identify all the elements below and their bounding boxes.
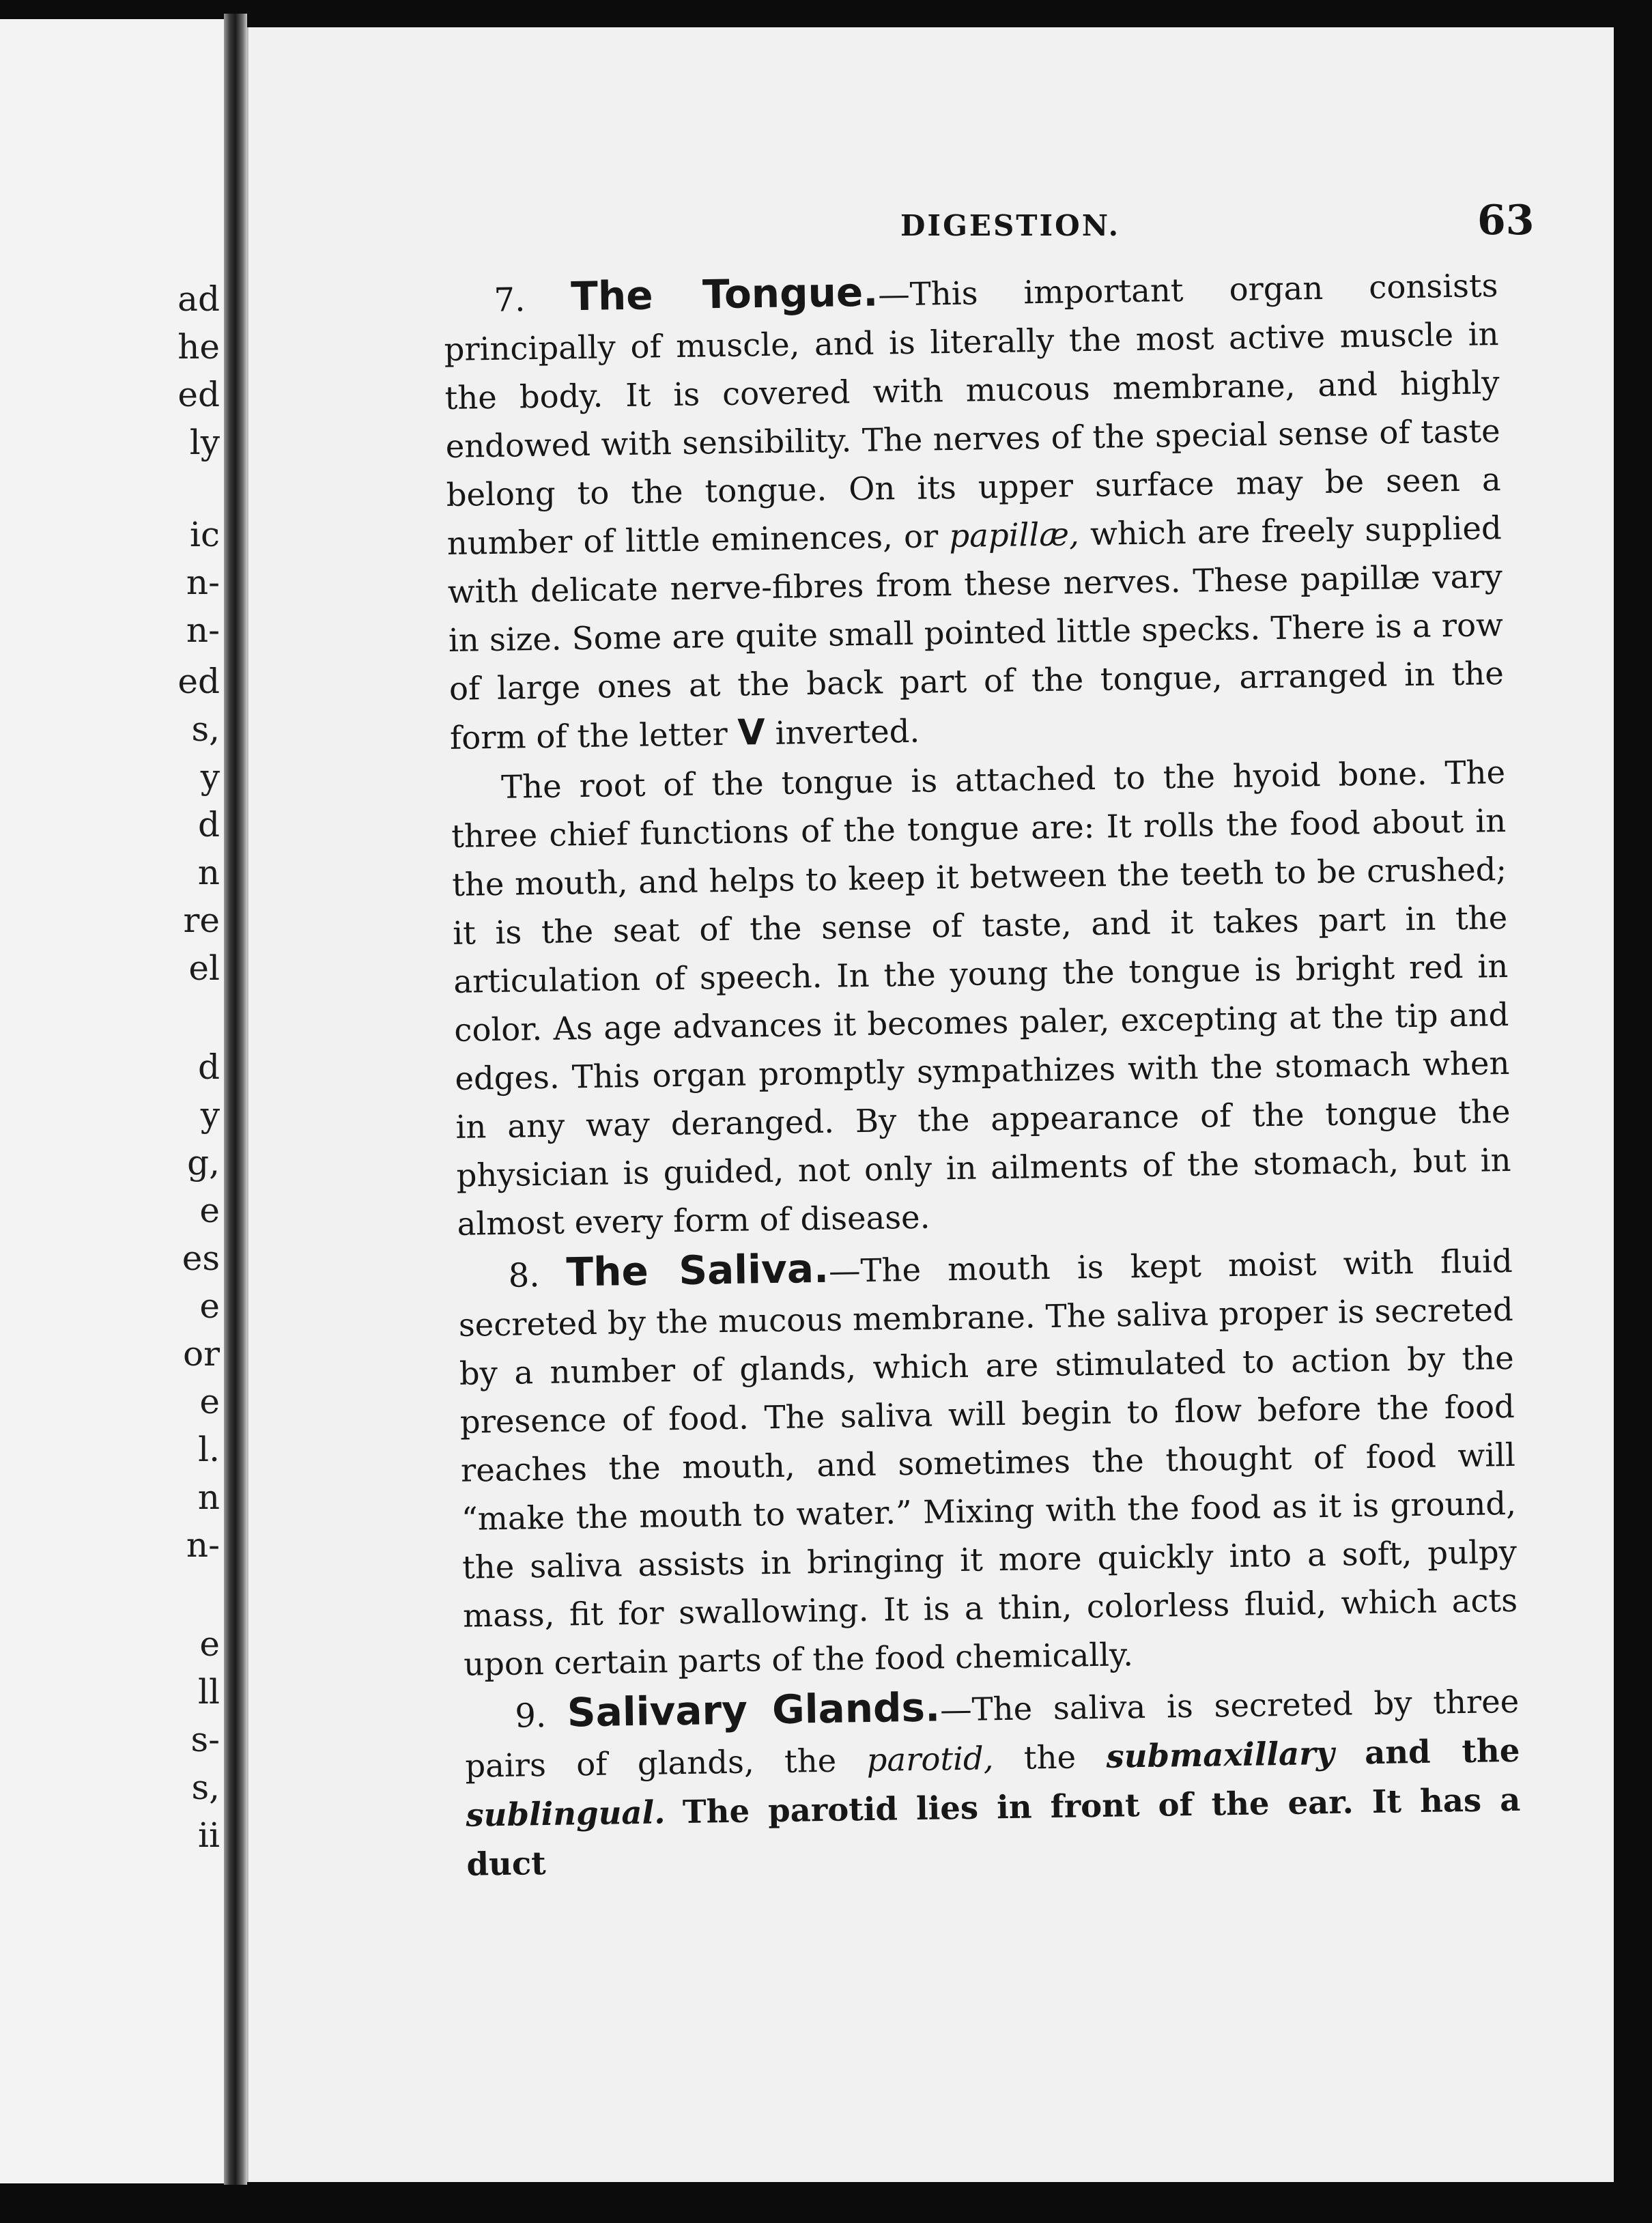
letter-v: V bbox=[737, 712, 766, 754]
term-sublingual: sublingual. bbox=[466, 1793, 666, 1834]
left-page-fragment: n- bbox=[186, 563, 220, 602]
left-page-fragment: or bbox=[182, 1334, 220, 1374]
paragraph-text: The parotid lies in front of the ear. It has a duct bbox=[466, 1780, 1521, 1883]
paragraph-text: —The saliva is secreted by three pairs of glands, the bbox=[465, 1682, 1520, 1785]
term-papillae: papillæ, bbox=[949, 515, 1080, 555]
paragraph-text: which are freely supplied with delicate nerve-fibres from these nerves. These papillæ vary in size. Some are quite small pointed little specks. There is a row of large ones at the back part of the tongue, arranged in the form of the letter bbox=[447, 509, 1505, 756]
term-parotid: parotid, bbox=[866, 1740, 994, 1779]
right-page bbox=[247, 27, 1614, 2182]
left-page-fragment: e bbox=[199, 1624, 220, 1664]
left-page-fragment: n bbox=[197, 1477, 220, 1517]
left-page-fragment: el bbox=[188, 948, 220, 988]
left-page-fragment: y bbox=[200, 1095, 220, 1135]
left-page-fragment: ic bbox=[190, 515, 220, 554]
left-page-fragment: y bbox=[200, 757, 220, 797]
left-page-fragment: ll bbox=[198, 1672, 220, 1712]
term-submaxillary: submaxillary bbox=[1106, 1733, 1335, 1775]
book-gutter bbox=[224, 14, 247, 2185]
section-heading-saliva: The Saliva. bbox=[566, 1245, 829, 1296]
page-body bbox=[443, 259, 1522, 1889]
left-page-fragment: s, bbox=[191, 1768, 220, 1807]
left-page-fragment: n bbox=[197, 853, 220, 892]
section-number: 8. bbox=[508, 1256, 540, 1295]
left-page-fragment: ii bbox=[198, 1815, 220, 1855]
left-page-fragment: s- bbox=[190, 1720, 220, 1759]
left-page-fragment: g, bbox=[187, 1143, 220, 1183]
left-page-fragment: l. bbox=[198, 1430, 220, 1469]
paragraph-tongue-functions: The root of the tongue is attached to the hyoid bone. The three chief functions of the tongue are: It rolls the food about in the mouth, and helps to keep it between the teeth to be crushed; it is the seat of the sense of taste, and it takes part in the articulation of speech. In the young the tongue is bright red in color. As age advances it becomes paler, excepting at the tip and edges. This organ promptly sympathizes with the stomach when in any way deranged. By the appearance of the tongue the physician is guided, not only in ailments of the stomach, but in almost every form of disease. bbox=[451, 754, 1511, 1243]
left-page-fragment: ed bbox=[177, 375, 220, 414]
paragraph-text: —The mouth is kept moist with fluid secreted by the mucous membrane. The saliva proper is secreted by a number of glands, which are stimulated to action by the presence of food. The saliva will begin to flow before the food reaches the mouth, and sometimes the thought of food will “make the mouth to water.” Mixing with the food as it is ground, the saliva assists in bringing it more quickly into a soft, pulpy mass, fit for swallowing. It is a thin, colorless fluid, which acts upon certain parts of the food chemically. bbox=[458, 1242, 1518, 1683]
paragraph-tongue bbox=[443, 259, 1505, 763]
left-page-fragment: d bbox=[197, 805, 220, 845]
left-page-fragment: n- bbox=[186, 1525, 220, 1565]
left-page-fragment: es bbox=[182, 1238, 220, 1278]
page-number: 63 bbox=[1477, 197, 1535, 244]
left-page-fragment: ad bbox=[177, 279, 220, 319]
section-heading-salivary-glands: Salivary Glands. bbox=[567, 1684, 941, 1736]
left-page-fragment: e bbox=[199, 1286, 220, 1326]
paragraph-text: the bbox=[1023, 1738, 1077, 1776]
paragraph-text: —This important organ consists principally of muscle, and is literally the most active muscle in the body. It is covered with mucous membrane, and highly endowed with sensibility. The nerves of the special sense of taste belong to the tongue. On its upper surface may be seen a number of little eminences, or bbox=[444, 267, 1502, 562]
section-number: 7. bbox=[494, 281, 526, 320]
left-page-fragment: s, bbox=[191, 709, 220, 749]
section-heading-tongue: The Tongue. bbox=[570, 268, 879, 320]
left-page-fragment: ed bbox=[177, 662, 220, 701]
paragraph-text: inverted. bbox=[775, 712, 920, 752]
left-page-fragment: n- bbox=[186, 610, 220, 650]
paragraph-text: and the bbox=[1364, 1731, 1520, 1772]
paragraph-saliva bbox=[457, 1234, 1518, 1689]
section-number: 9. bbox=[514, 1696, 547, 1736]
left-page-fragment: d bbox=[197, 1047, 220, 1087]
left-page-fragment: re bbox=[183, 901, 220, 940]
left-page-fragment: ly bbox=[189, 423, 220, 462]
left-page-fragment: he bbox=[177, 327, 220, 367]
running-head: DIGESTION. bbox=[900, 209, 1121, 242]
left-page-edge bbox=[0, 19, 233, 2183]
left-page-fragment: e bbox=[199, 1191, 220, 1230]
paragraph-salivary-glands bbox=[464, 1675, 1522, 1889]
left-page-fragment: e bbox=[199, 1382, 220, 1421]
